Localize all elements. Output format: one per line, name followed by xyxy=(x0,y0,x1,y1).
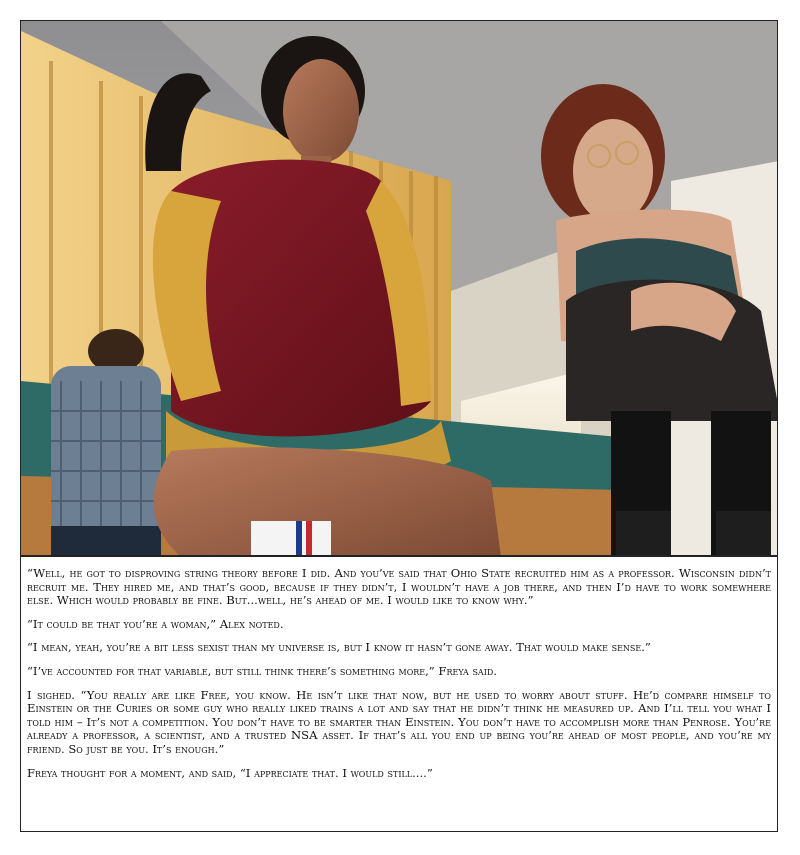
paragraph: Freya thought for a moment, and said, “I appreciate that. I would still....” xyxy=(27,765,433,780)
comic-illustration-panel xyxy=(20,20,778,556)
paragraph: “Well, he got to disproving string theory before I did. And you’ve said that Ohio State recruited him as a professor. Wisconsin didn’t recruit me. They hired me, and that’s good, because if they didn’t, I wouldn’t have a job there, and then I’d have to work somewhere else. Which would probably be fine. But...well, he’s ahead of me. I would like to know why.” xyxy=(27,566,771,608)
paragraph: “It could be that you’re a woman,” Alex noted. xyxy=(27,616,284,631)
scene-illustration xyxy=(21,21,778,556)
paragraph: “I mean, yeah, you’re a bit less sexist than my universe is, but I know it hasn’t gone away. That would make sense.” xyxy=(27,640,651,655)
paragraph: “I’ve accounted for that variable, but still think there’s something more,” Freya said. xyxy=(27,663,497,678)
narration-text-box xyxy=(20,556,778,832)
paragraph: I sighed. “You really are like Free, you know. He isn’t like that now, but he used to worry about stuff. He’d compare himself to Einstein or the Curies or some guy who really liked trains a lot and say that he didn’t think he measured up. And I’ll tell you what I told him – It’s not a competition. You don’t have to be smarter than Einstein. You don’t have to accomplish more than Penrose. You’re already a professor, a scientist, and a trusted NSA asset. If that’s all you end up being you’re ahead of most people, and you’re my friend. So just be you. It’s enough.” xyxy=(27,687,771,756)
